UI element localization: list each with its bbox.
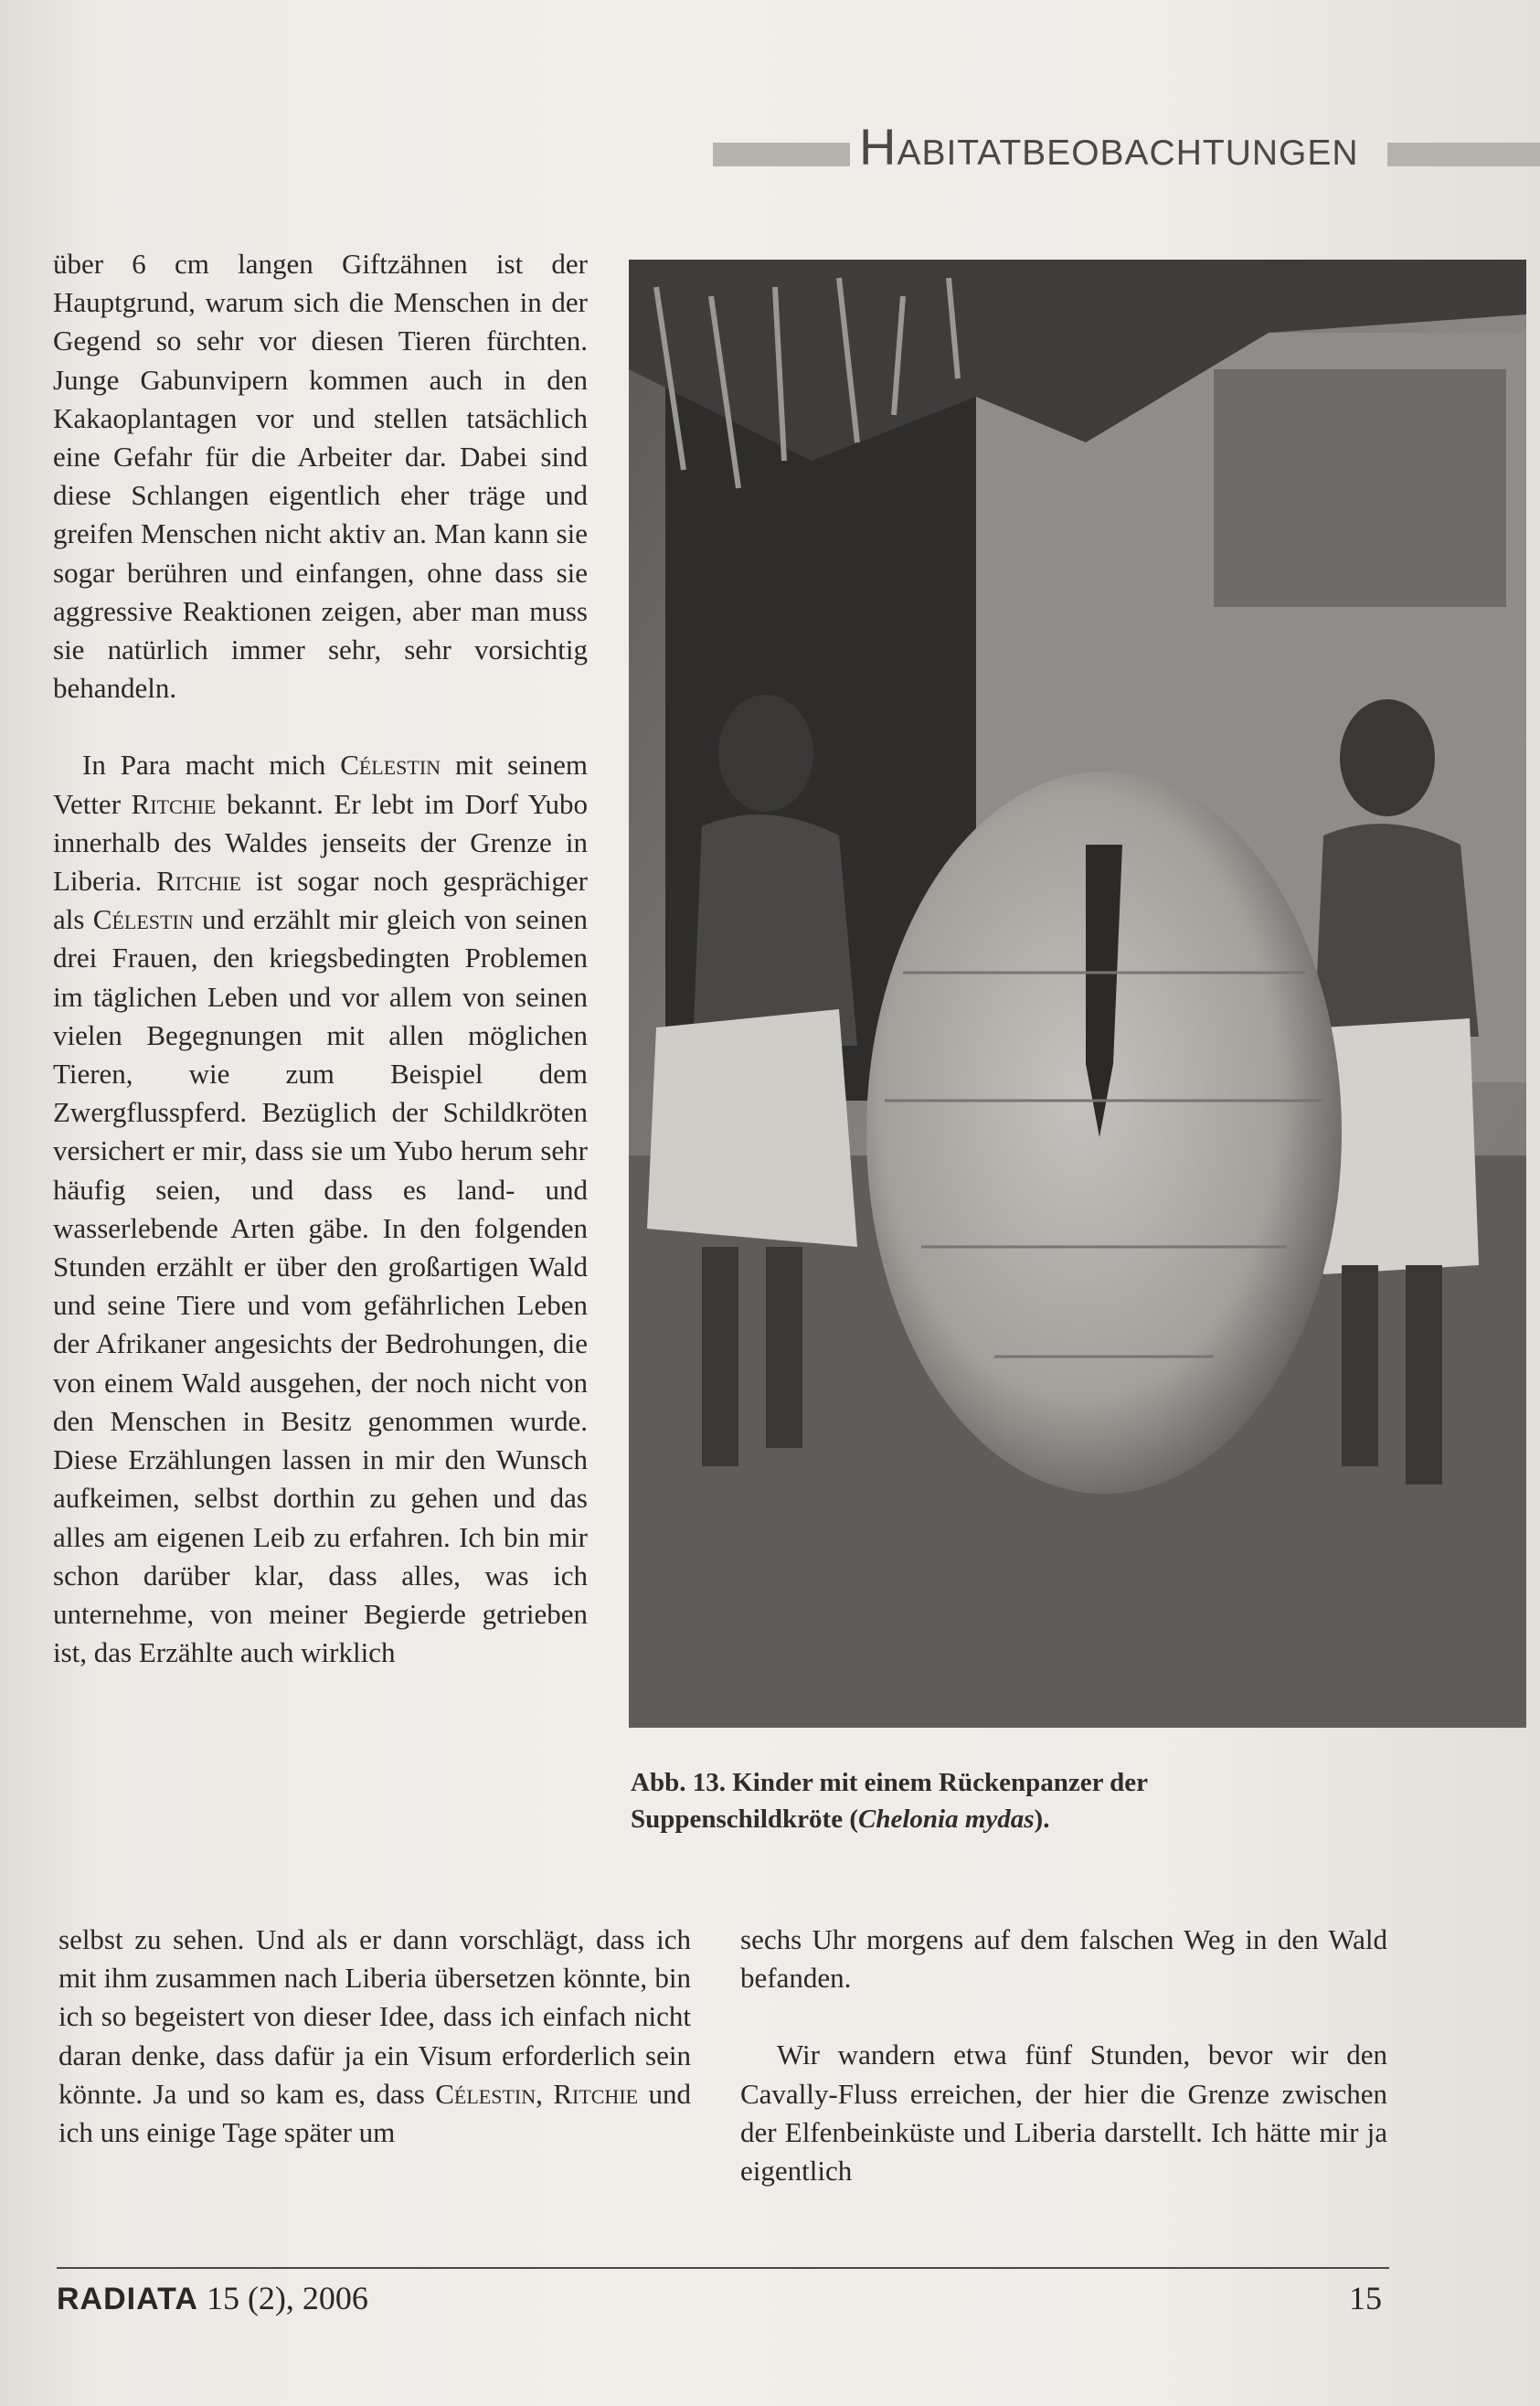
text-span: selbst zu sehen. Und als er dann vorschlägt, dass ich mit ihm zusammen nach Liberia übersetzen könnte, bin ich so begeistert von dieser Idee, dass ich einfach nicht daran denke, dass dafür ja ein Visum erforderlich sein könnte. Ja und so kam es, dass [58,1923,691,2110]
caption-text-end: ). [1034,1804,1050,1834]
journal-name: RADIATA [57,2282,198,2316]
text-span: mit seinem Vetter [53,749,588,820]
person-name: Ritchie [156,865,242,898]
paragraph-morning: sechs Uhr morgens auf dem falschen Weg in den Wald befanden. [740,1923,1387,1995]
text-span: ist sogar noch gesprächiger als [53,865,588,936]
person-name: Ritchie [553,2077,639,2110]
person-name: Ritchie [131,787,217,820]
left-column-top [53,245,588,1672]
section-header [859,117,1359,176]
caption-species: Chelonia mydas [857,1804,1035,1834]
left-column-bottom [58,1921,691,2152]
footer-rule [57,2267,1389,2269]
person-name: Célestin [340,749,441,782]
text-span: In Para macht mich [82,749,341,782]
text-span: , [536,2077,554,2110]
paragraph-visa [58,1921,691,2152]
text-span: und erzählt mir gleich von seinen drei Frauen, den kriegsbedingten Problemen im täglichen Leben und vor allem von seinen vielen Begegnungen mit allen möglichen Tieren, wie zum Beispiel dem Zwergflusspferd. Bezüglich der Schildkröten versichert er mir, dass sie um Yubo herum sehr häufig seien, und dass es land- und wasserlebende Arten gäbe. In den folgenden Stunden erzählt er über den großartigen Wald und seine Tiere und vom gefährlichen Leben der Afrikaner angesichts der Bedrohungen, die von einem Wald ausgehen, der noch nicht von den Menschen in Besitz genommen wurde. Diese Erzählungen lassen in mir den Wunsch aufkeimen, selbst dorthin zu gehen und das alles am eigenen Leib zu erfahren. Ich bin mir schon darüber klar, dass alles, was ich unternehme, von meiner Begierde getrieben ist, das Erzählte auch wirklich [53,903,588,1669]
page-number: 15 [1349,2280,1382,2316]
photo-illustration [629,260,1526,1728]
paragraph-cavally: Wir wandern etwa fünf Stunden, bevor wir den Cavally-Fluss erreichen, der hier die Grenze zwischen der Elfenbeinküste und Liberia darstellt. Ich hätte mir ja eigentlich [740,2039,1387,2188]
figure-photo [629,260,1526,1728]
header-rule-left [713,143,850,166]
footer-citation [57,2279,368,2317]
caption-text: Abb. 13. Kinder mit einem Rückenpanzer der Suppenschildkröte ( [631,1768,1148,1834]
figure-caption [631,1764,1289,1837]
journal-issue: 15 (2), 2006 [206,2280,368,2316]
person-name: Célestin [92,903,194,936]
paragraph-para [53,746,588,1672]
header-rule-right [1387,143,1540,166]
paragraph-vipers: über 6 cm langen Giftzähnen ist der Hauptgrund, warum sich die Menschen in der Gegend so sehr vor diesen Tieren fürchten. Junge Gabunvipern kommen auch in den Kakaoplantagen vor und stellen tatsächlich eine Gefahr für die Arbeiter dar. Dabei sind diese Schlangen eigentlich eher träge und greifen Menschen nicht aktiv an. Man kann sie sogar berühren und einfangen, ohne dass sie aggressive Reaktionen zeigen, aber man muss sie natürlich immer sehr, sehr vorsichtig behandeln. [53,248,588,705]
section-header-text: Habitatbeobachtungen [859,118,1359,176]
person-name: Célestin [435,2077,536,2110]
text-span: und ich uns einige Tage später um [58,2077,692,2149]
text-span: bekannt. Er lebt im Dorf Yubo innerhalb des Waldes jenseits der Grenze in Liberia. [53,787,588,898]
right-column-bottom [740,1921,1387,2190]
